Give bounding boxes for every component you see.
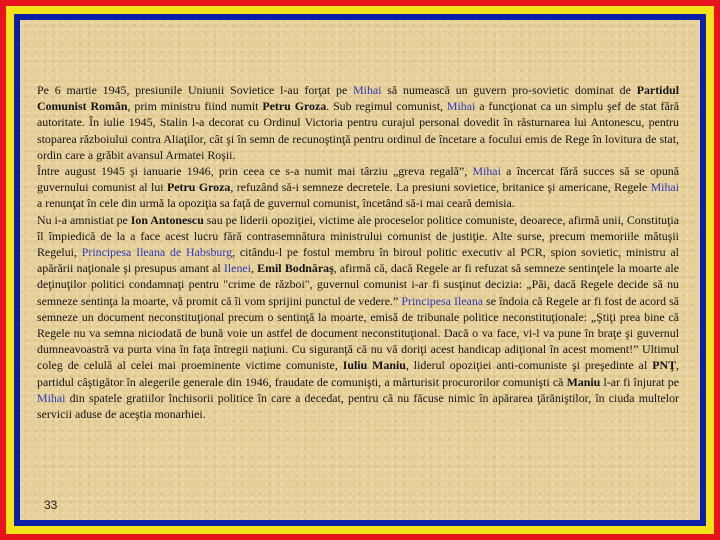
text-run: se îndoia că Regele ar fi fost de acord să semneze un document neconstituţional precum o sentinţă la moarte, emisă de tribunale politice neconstituţionale: „Ştiţi prea bine că Regele nu va semna niciodată de bună voie un astfel de document neconstituţional. Dacă o va face, vi-l va pune în braţe şi guvernul dumneavoastră va purta vina în faţa întregii naţiuni. Cu siguranţă că nu vă doriţi acest handicap adiţional în acest moment!” Ultimul coleg de celulă al celei mai proeminente victime comuniste, <box>37 293 680 373</box>
page-number: 33 <box>44 498 58 512</box>
link-mihai[interactable]: Mihai <box>353 83 382 97</box>
text-run: a renunţat în cele din urmă la opoziţia sa faţă de guvernul comunist, încetând să-i mai ceară demisia. <box>37 196 515 211</box>
link-mihai[interactable]: Mihai <box>472 164 501 179</box>
body-text <box>37 82 679 422</box>
text-run: , afirmă că, dacă Regele ar fi refuzat să semneze sentinţele la moarte ale deţinuţilor politici condamnaţi pentru "crime de război", guvernul comunist i-ar fi susţinut decizia: „Păi, dacă Regele decide să nu semneze sentinţa la moarte, vă promit că îi vom sprijini punctul de vedere.” <box>37 261 679 308</box>
text-run: din spatele gratiilor închisorii politice în care a decedat, pentru că nu făcuse nimic în apărarea ţărăniştilor, în ciuda multelor servicii aduse de aceştia monarhiei. <box>37 390 679 422</box>
text-run: a încercat fără succes să se opună guvernului comunist al lui <box>37 164 679 195</box>
bold-iuliu-maniu: Iuliu Maniu <box>342 358 406 373</box>
paragraph-2 <box>37 163 679 212</box>
text-run: a funcţionat ca un simplu şef de stat fără autoritate. În iulie 1945, Stalin l-a decorat cu Ordinul Victoria pentru curajul personal dovedit în răsturnarea lui Antonescu, pentru stoparea războiului contra Aliaţilor, cât şi în semn de recunoştinţă pentru ordinul de încetare a focului emis de Rege în lovitura de stat, ordin care a grăbit avansul Armatei Roşii. <box>37 99 680 162</box>
paragraph-3 <box>37 212 679 423</box>
link-ilenei[interactable]: Ilenei <box>223 261 251 276</box>
text-run: , partidul câştigător în alegerile generale din 1946, fraudate de comunişti, a mărturisit procurorilor comunişti că <box>37 358 679 389</box>
text-run: , liderul opoziţiei anti-comuniste şi preşedinte al <box>405 358 653 373</box>
text-run: Nu i-a amnistiat pe <box>37 212 131 227</box>
text-run: Pe 6 martie 1945, presiunile Uniunii Sovietice l-au forţat pe <box>37 83 354 97</box>
bold-maniu: Maniu <box>566 374 601 389</box>
link-mihai[interactable]: Mihai <box>650 180 679 195</box>
text-run: , refuzând să-i semneze decretele. La presiuni sovietice, britanice şi americane, Regele <box>230 180 651 195</box>
bold-petru-groza: Petru Groza <box>167 180 231 195</box>
slide-panel <box>20 20 700 520</box>
bold-pnt: PNŢ <box>652 358 677 373</box>
bold-petru-groza: Petru Groza <box>262 99 327 114</box>
text-run: să numească un guvern pro-sovietic dominat de <box>381 83 637 97</box>
bold-ion-antonescu: Ion Antonescu <box>130 212 204 227</box>
link-principesa-ileana[interactable]: Principesa Ileana de Habsburg <box>81 245 233 260</box>
text-run: , prim ministru fiind numit <box>127 99 263 114</box>
text-run: Între august 1945 şi ianuarie 1946, prin ceea ce s-a numit mai târziu „greva regală”, <box>37 164 473 179</box>
text-run: . Sub regimul comunist, <box>326 99 447 114</box>
paragraph-1 <box>37 82 679 163</box>
text-run: sau pe liderii opoziţiei, victime ale proceselor politice comuniste, deoarece, afirmă unii, Constituţia îl împiedică de la a face acest lucru fără contrasemnătura ministrului comunist de justiţie. Alte surse, precum memoriile mătuşii Regelui, <box>37 212 680 260</box>
link-principesa-ileana[interactable]: Principesa Ileana <box>401 293 484 308</box>
link-mihai[interactable]: Mihai <box>37 390 66 405</box>
bold-pcr: Partidul Comunist Român <box>37 83 679 114</box>
link-mihai[interactable]: Mihai <box>446 99 476 114</box>
bold-emil-bodnaras: Emil Bodnăraş <box>257 261 334 276</box>
text-run: , <box>251 261 258 276</box>
text-run: , citându-l pe fostul membru în biroul politic executiv al PCR, spion sovietic, ministru al apărării naţionale şi presupus amant al <box>37 245 679 276</box>
text-run: l-ar fi înjurat pe <box>600 374 679 389</box>
